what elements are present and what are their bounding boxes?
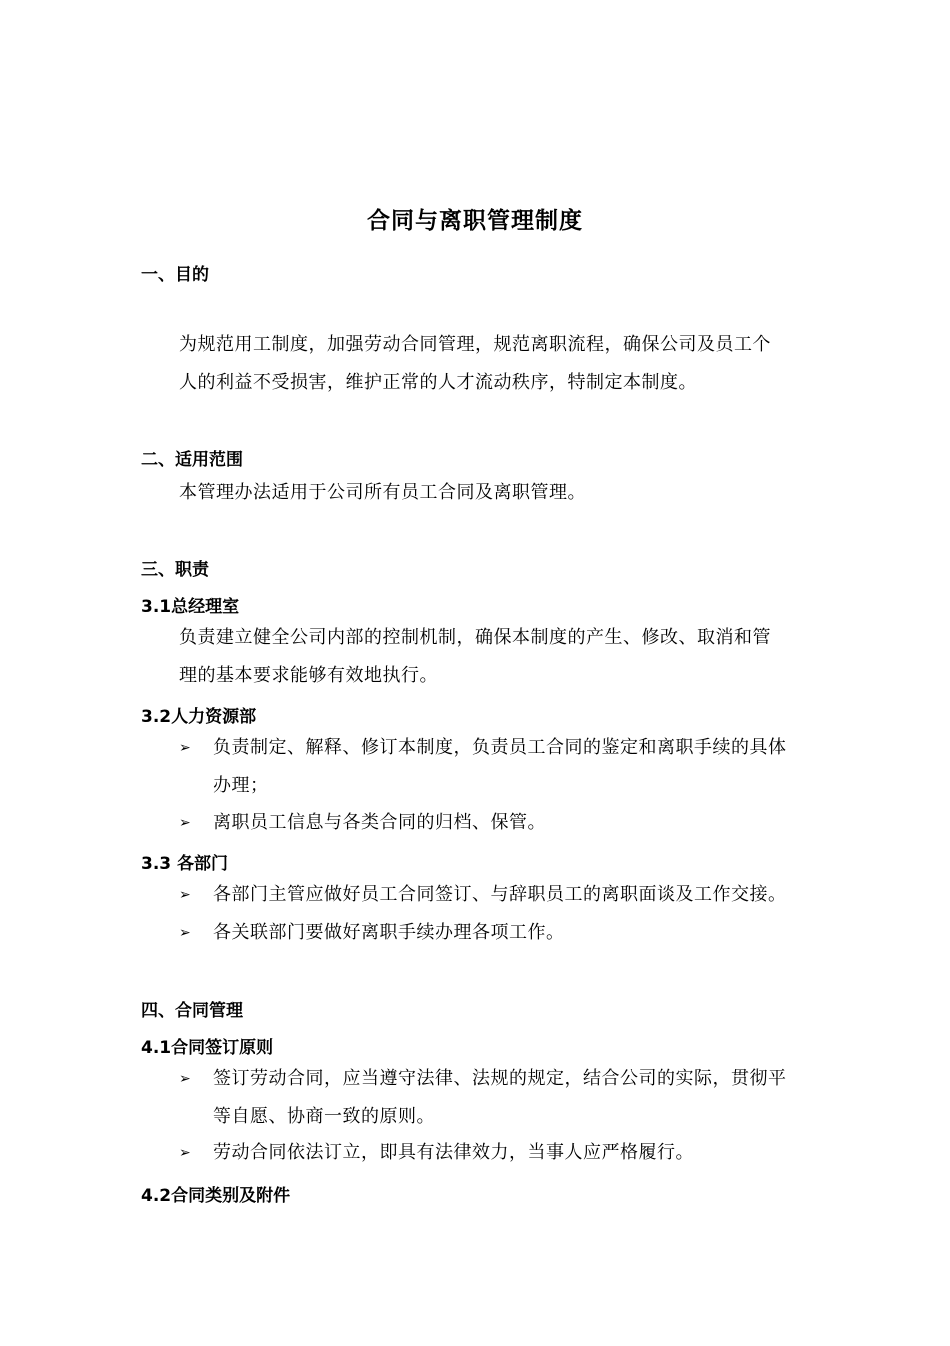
- arrow-bullet-icon: ➢: [179, 887, 192, 903]
- section-heading-scope: 二、适用范围: [141, 450, 243, 470]
- arrow-bullet-icon: ➢: [179, 1145, 192, 1161]
- paragraph-line: 人的利益不受损害，维护正常的人才流动秩序，特制定本制度。: [179, 372, 697, 393]
- bullet-line: 签订劳动合同，应当遵守法律、法规的规定，结合公司的实际，贯彻平: [213, 1068, 787, 1089]
- section-heading-contract-management: 四、合同管理: [141, 1001, 243, 1021]
- arrow-bullet-icon: ➢: [179, 740, 192, 756]
- bullet-line: 等自愿、协商一致的原则。: [213, 1106, 435, 1127]
- section-heading-purpose: 一、目的: [141, 265, 209, 285]
- section-paragraph-purpose: [179, 326, 771, 402]
- arrow-bullet-icon: ➢: [179, 1071, 192, 1087]
- subsection-paragraph-gm-office: [179, 619, 771, 695]
- subsection-heading-contract-types: 4.2合同类别及附件: [141, 1186, 291, 1206]
- subsection-heading-hr: 3.2人力资源部: [141, 707, 257, 727]
- bullet-line: 负责制定、解释、修订本制度，负责员工合同的鉴定和离职手续的具体: [213, 737, 787, 758]
- bullet-line: 各部门主管应做好员工合同签订、与辞职员工的离职面谈及工作交接。: [213, 884, 787, 905]
- paragraph-line: 负责建立健全公司内部的控制机制，确保本制度的产生、修改、取消和管: [179, 627, 771, 648]
- document-title: 合同与离职管理制度: [367, 208, 583, 234]
- bullet-line: 各关联部门要做好离职手续办理各项工作。: [213, 922, 565, 943]
- section-paragraph-scope: 本管理办法适用于公司所有员工合同及离职管理。: [179, 482, 586, 503]
- section-heading-responsibilities: 三、职责: [141, 560, 209, 580]
- arrow-bullet-icon: ➢: [179, 815, 192, 831]
- subsection-heading-departments: 3.3 各部门: [141, 854, 229, 874]
- bullet-line: 离职员工信息与各类合同的归档、保管。: [213, 812, 546, 833]
- arrow-bullet-icon: ➢: [179, 925, 192, 941]
- subsection-heading-signing-principles: 4.1合同签订原则: [141, 1038, 274, 1058]
- paragraph-line: 理的基本要求能够有效地执行。: [179, 665, 438, 686]
- subsection-heading-gm-office: 3.1总经理室: [141, 597, 240, 617]
- bullet-line: 办理；: [213, 775, 269, 796]
- paragraph-line: 为规范用工制度，加强劳动合同管理，规范离职流程，确保公司及员工个: [179, 334, 771, 355]
- bullet-line: 劳动合同依法订立，即具有法律效力，当事人应严格履行。: [213, 1142, 694, 1163]
